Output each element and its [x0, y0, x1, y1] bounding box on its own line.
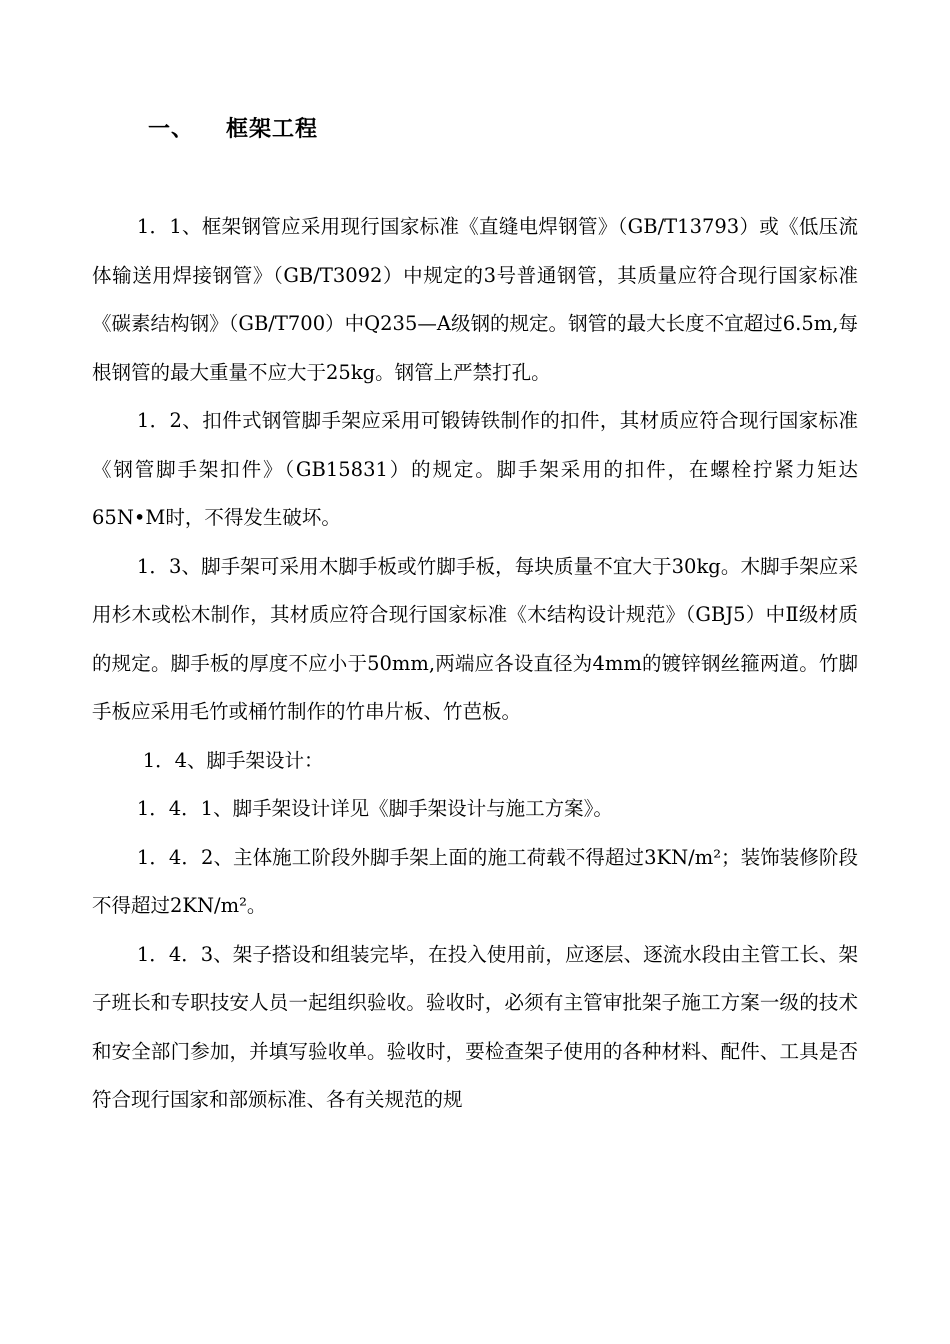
paragraph-1-4-3: 1．4．3、架子搭设和组装完毕，在投入使用前，应逐层、逐流水段由主管工长、架子班长和专职技安人员一起组织验收。验收时，必须有主管审批架子施工方案一级的技术和安全部门参加，并填写验收单。验收时，要检查架子使用的各种材料、配件、工具是否符合现行国家和部颁标准、各有关规范的规: [92, 942, 858, 1111]
paragraph-1-3: 1．3、脚手架可采用木脚手板或竹脚手板，每块质量不宜大于30kg。木脚手架应采用杉木或松木制作，其材质应符合现行国家标准《木结构设计规范》（GBJ5）中Ⅱ级材质的规定。脚手板的厚度不应小于50mm,两端应各设直径为4mm的镀锌钢丝箍两道。竹脚手板应采用毛竹或桶竹制作的竹串片板、竹芭板。: [92, 554, 858, 723]
section-number: 一、: [148, 116, 195, 142]
paragraph-1-4-1: 1．4．1、脚手架设计详见《脚手架设计与施工方案》。: [136, 797, 613, 820]
paragraph-1-4: 1．4、脚手架设计：: [142, 748, 324, 772]
section-title: 框架工程: [226, 116, 319, 142]
document-body: [92, 203, 858, 1125]
paragraph-1-2: 1．2、扣件式钢管脚手架应采用可锻铸铁制作的扣件，其材质应符合现行国家标准《钢管脚手架扣件》（GB15831）的规定。脚手架采用的扣件，在螺栓拧紧力矩达65N•M时，不得发生破坏。: [92, 409, 858, 529]
paragraph-1-4-2: 1．4．2、主体施工阶段外脚手架上面的施工荷载不得超过3KN/m²；装饰装修阶段不得超过2KN/m²。: [92, 845, 858, 917]
paragraph-1-1: 1．1、框架钢管应采用现行国家标准《直缝电焊钢管》（GB/T13793）或《低压流体输送用焊接钢管》（GB/T3092）中规定的3号普通钢管，其质量应符合现行国家标准《碳素结构钢》（GB/T700）中Q235—A级钢的规定。钢管的最大长度不宜超过6.5m,每根钢管的最大重量不应大于25kg。钢管上严禁打孔。: [92, 215, 858, 384]
section-heading: [148, 110, 318, 144]
